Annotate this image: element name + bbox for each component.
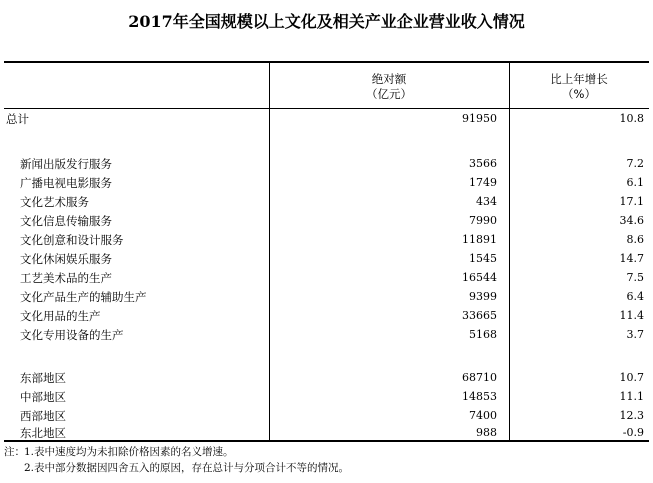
row-label: 文化产品生产的辅助生产 <box>20 290 147 304</box>
row-value: 33665 <box>462 309 497 322</box>
row-value: 68710 <box>462 371 497 384</box>
row-growth: 12.3 <box>619 409 644 422</box>
row-value: 5168 <box>469 328 497 341</box>
table-row <box>4 369 649 387</box>
row-growth: 34.6 <box>619 214 644 227</box>
header-divider <box>4 108 649 109</box>
row-growth: 7.2 <box>626 157 644 170</box>
note-text: 2.表中部分数据因四舍五入的原因，存在总计与分项合计不等的情况。 <box>24 462 350 474</box>
row-value: 16544 <box>462 271 497 284</box>
row-value: 434 <box>476 195 497 208</box>
table-row <box>4 307 649 325</box>
row-value: 9399 <box>469 290 497 303</box>
row-label: 东部地区 <box>20 371 66 385</box>
table-row <box>4 174 649 192</box>
row-growth: 10.8 <box>619 112 644 125</box>
table-row <box>4 288 649 306</box>
row-value: 3566 <box>469 157 497 170</box>
table-notes <box>4 444 649 476</box>
row-label: 东北地区 <box>20 426 66 440</box>
row-label: 文化专用设备的生产 <box>20 328 124 342</box>
table-row <box>4 231 649 249</box>
row-growth: 6.4 <box>626 290 644 303</box>
row-value: 14853 <box>462 390 497 403</box>
table-row <box>4 212 649 230</box>
table-row <box>4 155 649 173</box>
row-growth: 7.5 <box>626 271 644 284</box>
note-prefix: 注： <box>4 446 25 458</box>
row-value: 7990 <box>469 214 497 227</box>
note-text: 1.表中速度均为未扣除价格因素的名义增速。 <box>24 446 234 458</box>
row-value: 1545 <box>469 252 497 265</box>
row-growth: 6.1 <box>626 176 644 189</box>
row-label: 文化艺术服务 <box>20 195 89 209</box>
row-growth: 11.4 <box>619 309 644 322</box>
row-growth: 17.1 <box>619 195 644 208</box>
row-value: 11891 <box>462 233 497 246</box>
table-row <box>4 250 649 268</box>
row-label: 文化信息传输服务 <box>20 214 112 228</box>
row-label: 工艺美术品的生产 <box>20 271 112 285</box>
table-row <box>4 193 649 211</box>
row-label: 新闻出版发行服务 <box>20 157 112 171</box>
row-growth: -0.9 <box>622 426 644 439</box>
row-label: 中部地区 <box>20 390 66 404</box>
row-growth: 10.7 <box>619 371 644 384</box>
row-value: 1749 <box>469 176 497 189</box>
row-value: 988 <box>476 426 497 439</box>
row-label: 总计 <box>6 112 29 126</box>
row-value: 7400 <box>469 409 497 422</box>
row-growth: 8.6 <box>626 233 644 246</box>
row-label: 文化用品的生产 <box>20 309 101 323</box>
row-value: 91950 <box>462 112 497 125</box>
table-row-total <box>4 110 649 128</box>
row-label: 广播电视电影服务 <box>20 176 112 190</box>
row-label: 文化休闲娱乐服务 <box>20 252 112 266</box>
row-growth: 11.1 <box>619 390 644 403</box>
revenue-table <box>4 61 649 442</box>
table-row <box>4 407 649 425</box>
row-label: 西部地区 <box>20 409 66 423</box>
table-row <box>4 269 649 287</box>
row-growth: 14.7 <box>619 252 644 265</box>
page-title: 2017年全国规模以上文化及相关产业企业营业收入情况 <box>128 12 525 31</box>
row-growth: 3.7 <box>626 328 644 341</box>
column-header-amount: 绝对额 （亿元） <box>366 72 412 101</box>
table-row <box>4 424 649 442</box>
table-row <box>4 388 649 406</box>
note-line <box>4 444 649 460</box>
row-label: 文化创意和设计服务 <box>20 233 124 247</box>
note-line <box>4 460 649 476</box>
table-row <box>4 326 649 344</box>
column-header-growth: 比上年增长 （%） <box>550 72 608 101</box>
